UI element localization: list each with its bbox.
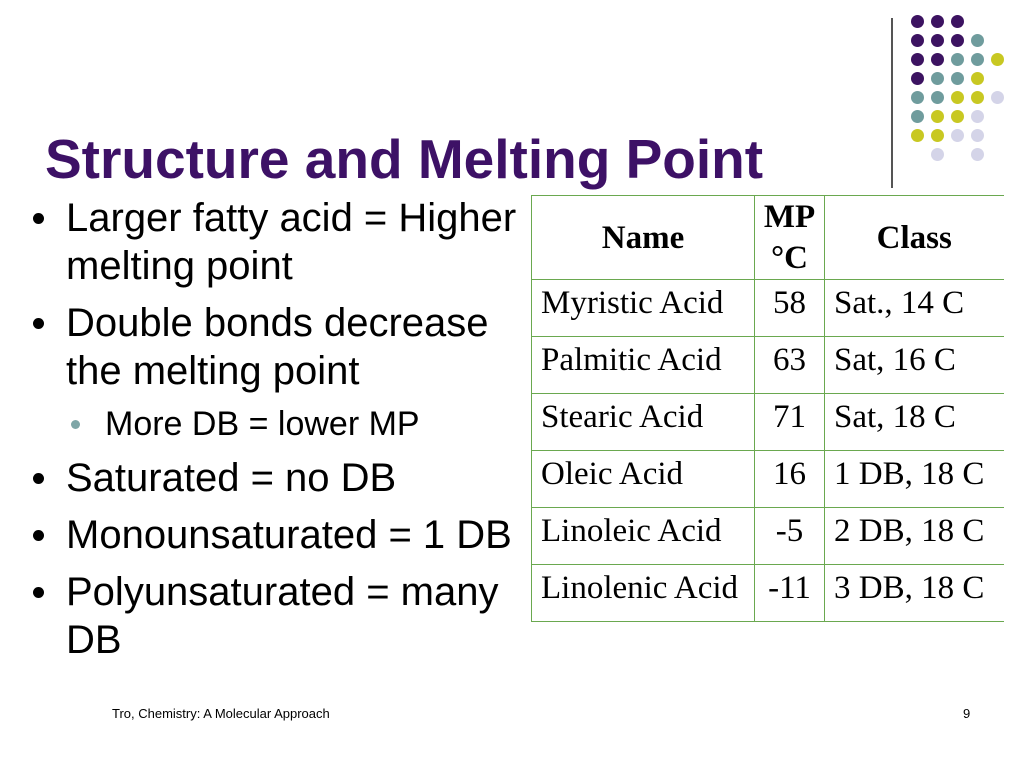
decor-dot: [931, 148, 944, 161]
table-cell-class: Sat, 18 C: [825, 394, 1004, 451]
table-cell-class: Sat., 14 C: [825, 280, 1004, 337]
decor-dot: [911, 91, 924, 104]
bullet-item: [0, 454, 528, 502]
table-cell-class: 1 DB, 18 C: [825, 451, 1004, 508]
table-header-class: Class: [825, 196, 1004, 280]
bullet-marker: [33, 318, 44, 329]
decor-dot: [911, 34, 924, 47]
bullet-marker: [33, 587, 44, 598]
table-cell-name: Palmitic Acid: [532, 337, 755, 394]
sub-bullet-marker: [71, 420, 80, 429]
table-cell-name: Myristic Acid: [532, 280, 755, 337]
table-row: [532, 451, 1004, 508]
table-row: [532, 508, 1004, 565]
decor-dot: [931, 110, 944, 123]
table-header-row: [532, 196, 1004, 280]
decor-dot: [971, 148, 984, 161]
table-cell-class: Sat, 16 C: [825, 337, 1004, 394]
table-cell-mp: -5: [755, 508, 825, 565]
decor-dot: [951, 129, 964, 142]
decor-dot: [931, 91, 944, 104]
slide-title: Structure and Melting Point: [45, 128, 764, 190]
decor-dot: [971, 129, 984, 142]
table-cell-mp: 71: [755, 394, 825, 451]
fatty-acid-table: [531, 195, 1004, 622]
table-cell-mp: 16: [755, 451, 825, 508]
decor-dot: [971, 34, 984, 47]
decor-dot: [951, 72, 964, 85]
table-cell-name: Oleic Acid: [532, 451, 755, 508]
table-header-mp: MP °C: [755, 196, 825, 280]
decor-dot: [911, 15, 924, 28]
bullet-text: Saturated = no DB: [66, 456, 397, 500]
decor-dot: [931, 53, 944, 66]
bullet-marker: [33, 473, 44, 484]
bullet-item: [0, 194, 528, 290]
decor-dot: [971, 91, 984, 104]
decor-dot: [951, 34, 964, 47]
decor-dot: [971, 53, 984, 66]
decor-dot: [931, 129, 944, 142]
bullet-text: Larger fatty acid = Higher melting point: [66, 196, 517, 288]
table-cell-mp: 63: [755, 337, 825, 394]
decor-dot: [971, 110, 984, 123]
table-cell-class: 3 DB, 18 C: [825, 565, 1004, 622]
decor-dot: [951, 15, 964, 28]
bullet-marker: [33, 213, 44, 224]
decor-dot: [911, 129, 924, 142]
decor-dot: [991, 53, 1004, 66]
decorative-dot-grid: [911, 15, 1011, 167]
bullet-item: [0, 568, 528, 664]
decor-dot: [931, 15, 944, 28]
bullet-text: Polyunsaturated = many DB: [66, 570, 499, 662]
decor-dot: [951, 53, 964, 66]
table-row: [532, 565, 1004, 622]
title-divider-line: [891, 18, 893, 188]
decor-dot: [911, 110, 924, 123]
sub-bullet-text: More DB = lower MP: [105, 405, 420, 443]
decor-dot: [931, 72, 944, 85]
bullet-text: Monounsaturated = 1 DB: [66, 513, 512, 557]
decor-dot: [951, 110, 964, 123]
table-row: [532, 280, 1004, 337]
table-cell-name: Stearic Acid: [532, 394, 755, 451]
decor-dot: [911, 72, 924, 85]
bullet-marker: [33, 530, 44, 541]
bullet-list: [0, 194, 528, 673]
table-cell-mp: -11: [755, 565, 825, 622]
bullet-text: Double bonds decrease the melting point: [66, 301, 489, 393]
decor-dot: [951, 91, 964, 104]
table-row: [532, 394, 1004, 451]
table-header-name: Name: [532, 196, 755, 280]
table-cell-mp: 58: [755, 280, 825, 337]
bullet-item: [0, 299, 528, 395]
decor-dot: [931, 34, 944, 47]
page-number: 9: [963, 706, 971, 721]
decor-dot: [991, 91, 1004, 104]
decor-dot: [971, 72, 984, 85]
table-cell-name: Linolenic Acid: [532, 565, 755, 622]
table-cell-name: Linoleic Acid: [532, 508, 755, 565]
sub-bullet-item: [0, 404, 528, 445]
footer-source: Tro, Chemistry: A Molecular Approach: [112, 706, 330, 721]
table-cell-class: 2 DB, 18 C: [825, 508, 1004, 565]
decor-dot: [911, 53, 924, 66]
bullet-item: [0, 511, 528, 559]
table-row: [532, 337, 1004, 394]
